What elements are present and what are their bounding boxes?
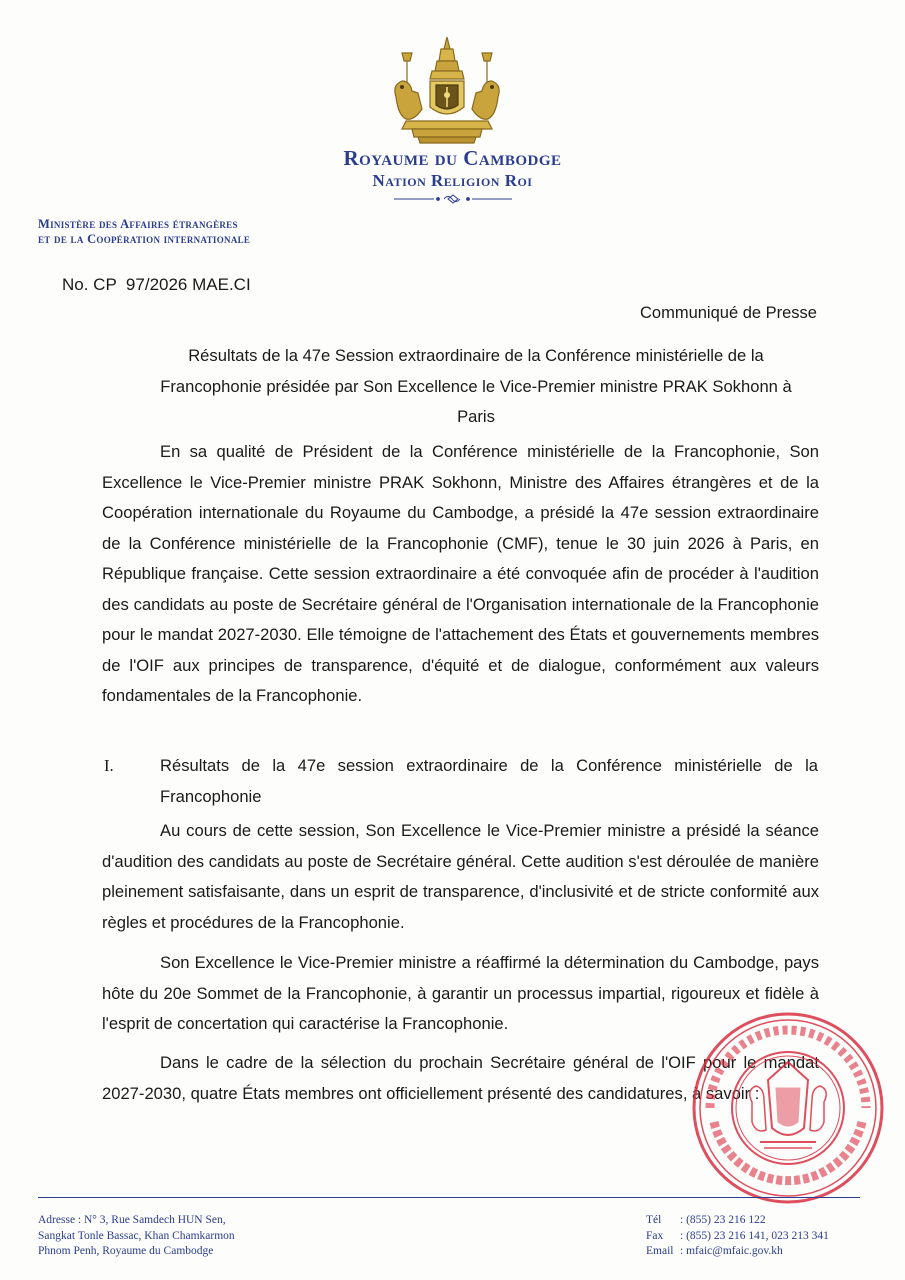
royal-emblem-icon bbox=[388, 35, 506, 147]
reference-number: No. CP 97/2026 MAE.CI bbox=[62, 275, 251, 294]
kingdom-title: Royaume du Cambodge bbox=[343, 146, 562, 170]
section-paragraph-1: Au cours de cette session, Son Excellence le Vice-Premier ministre a présidé la séance d'audition des candidats au poste de Secrétaire général. Cette audition s'est déroulée de manière pleinement satisfaisante, dans un esprit de transparence, d'inclusivité et de stricte conformité aux règles et procédures de la Francophonie. bbox=[102, 821, 819, 932]
footer-tel-row bbox=[646, 1213, 829, 1229]
footer-tel-value: : (855) 23 216 122 bbox=[680, 1214, 766, 1226]
footer-fax-label: Fax bbox=[646, 1229, 664, 1242]
footer-address bbox=[38, 1213, 235, 1260]
footer-address-line1: Adresse : N° 3, Rue Samdech HUN Sen, bbox=[38, 1214, 226, 1226]
section-paragraph-2: Son Excellence le Vice-Premier ministre a réaffirmé la détermination du Cambodge, pays hôte du 20e Sommet de la Francophonie, à garantir un processus impartial, rigoureux et fidèle à l'esprit de concertation qui caractérise la Francophonie. bbox=[102, 953, 819, 1033]
official-seal-icon bbox=[690, 1010, 886, 1206]
footer-email-label: Email bbox=[646, 1245, 674, 1257]
section-number: I. bbox=[104, 756, 114, 775]
footer-fax-row bbox=[646, 1229, 829, 1245]
ornament-divider-icon bbox=[394, 192, 512, 206]
ministry-name-line2: et de la Coopération internationale bbox=[38, 232, 251, 246]
intro-paragraph: En sa qualité de Président de la Conférence ministérielle de la Francophonie, Son Excellence le Vice-Premier ministre PRAK Sokhonn, Ministre des Affaires étrangères et de la Coopération internationale du Royaume du Cambodge, a présidé la 47e session extraordinaire de la Conférence ministérielle de la Francophonie (CMF), tenue le 30 juin 2026 à Paris, en République française. Cette session extraordinaire a été convoquée afin de procéder à l'audition des candidats au poste de Secrétaire général de l'Organisation internationale de la Francophonie pour le mandat 2027-2030. Elle témoigne de l'attachement des États et gouvernements membres de l'OIF aux principes de transparence, d'équité et de dialogue, conformément aux valeurs fondamentales de la Francophonie. bbox=[102, 442, 819, 705]
section-title: Résultats de la 47e session extraordinaire de la Conférence ministérielle de la Francophonie bbox=[160, 756, 818, 806]
footer-tel-label: Tél bbox=[646, 1214, 662, 1226]
footer-divider bbox=[38, 1197, 860, 1198]
kingdom-motto: Nation Religion Roi bbox=[372, 171, 533, 190]
footer-email-value[interactable]: : mfaic@mfaic.gov.kh bbox=[680, 1245, 783, 1257]
section-paragraph-3: Dans le cadre de la sélection du prochain Secrétaire général de l'OIF pour le mandat 2027-2030, quatre États membres ont officiellement présenté des candidatures, à savoir : bbox=[102, 1053, 819, 1103]
document-type: Communiqué de Presse bbox=[639, 304, 817, 322]
footer-address-line3: Phnom Penh, Royaume du Cambodge bbox=[38, 1245, 214, 1257]
footer-fax-value: : (855) 23 216 141, 023 213 341 bbox=[680, 1229, 829, 1242]
ministry-name-line1: Ministère des Affaires étrangères bbox=[38, 217, 238, 231]
footer-contact bbox=[646, 1213, 829, 1260]
footer-email-row bbox=[646, 1244, 829, 1260]
footer-address-line2: Sangkat Tonle Bassac, Khan Chamkarmon bbox=[38, 1229, 235, 1242]
press-release-title: Résultats de la 47e Session extraordinaire de la Conférence ministérielle de la Francophonie présidée par Son Excellence le Vice-Premier ministre PRAK Sokhonn à Paris bbox=[160, 346, 792, 426]
